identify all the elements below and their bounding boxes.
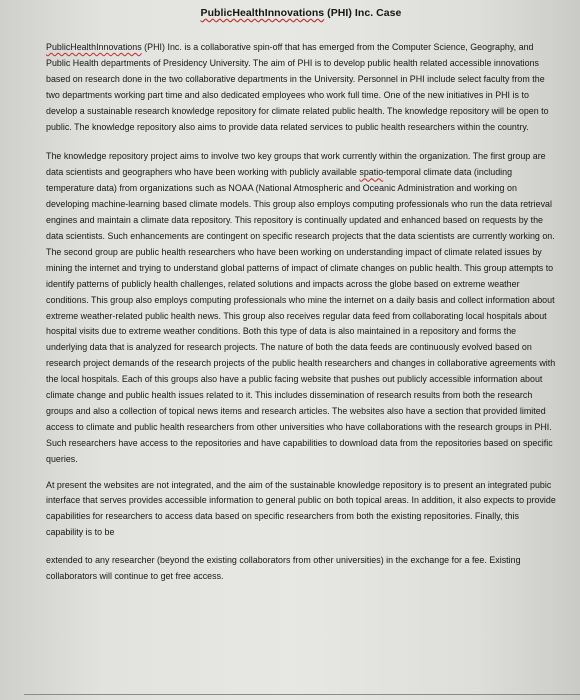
paragraph-fee-access: extended to any researcher (beyond the existing collaborators from other universities) in the exchange for a fee. Existing collaborators will continue to get free access. (46, 555, 521, 582)
paragraph-integration: At present the websites are not integrated, and the aim of the sustainable knowledge repository is to present an integrated pubic interface that serves provides accessible information to general public on both topical areas. In addition, it also expects to provide capabilities for researchers to access data based on specific researchers from both the existing repositories. Finally, this capability is to be (46, 479, 556, 538)
page-bottom-rule (24, 694, 580, 695)
groups-text-rest: -temporal climate data (including temperature data) from organizations such as NOAA (National Atmospheric and Oceanic Administration and working on developing machine-learning based climate models. This group also employs computing professionals who run the data retrieval engines and maintain a climate data repository. This repository is continually updated and enhanced based on requests by the data scientists. Such enhancements are contingent on specific research projects that the data scientists are currently working on. The second group are public health researchers who have been working on understanding impact of climate related issues by mining the internet and trying to understand global patterns of impact of climate changes on public health. This group attempts to identify patterns of publicly health challenges, related solutions and impacts across the globe based on extreme weather conditions. This group also employs computing professionals who mine the internet on a daily basis and collect information about extreme weather-related public health news. This group also receives regular data feed from collaborating local hospitals about hospital visits due to extreme weather conditions. Both this type of data is also maintained in a repository and forms the underlying data that is analyzed for research projects. The nature of both the data feeds are continuously evolved based on research project demands of the research projects of the public health researchers and changes in collaborative agreements with the local hospitals. Each of this groups also have a public facing website that pushes out publicly accessible information about climate change and public health issues related to it. This includes dissemination of research results from both the research groups and also a collection of topical news items and research articles. The websites also have a section that provided limited access to climate and public health researchers from other universities who have collaborations with the research groups in PHI. Such researchers have access to the repositories and have capabilities to download data from the repositories based on specific queries. (46, 167, 556, 464)
title-brand: PublicHealthInnovations (200, 7, 325, 19)
paragraph-intro (46, 40, 556, 135)
groups-misspelled-word: spatio (359, 167, 384, 178)
title-rest: (PHI) Inc. Case (324, 7, 402, 19)
document-title (46, 6, 556, 20)
intro-brand: PublicHealthInnovations (46, 42, 142, 52)
intro-text: (PHI) Inc. is a collaborative spin-off that has emerged from the Computer Science, Geography, and Public Health departments of Presidency University. The aim of PHI is to develop public health related accessible innovations based on research done in the two collaborative departments in the University. Personnel in PHI include select faculty from the two departments working part time and also dedicated employees who work full time. One of the new initiatives in PHI is to develop a sustainable research knowledge repository for climate related public health. The knowledge repository will be open to public. The knowledge repository also aims to provide data related services to public health researchers within the country. (46, 42, 549, 132)
groups-text-start: The knowledge repository project aims to involve two key groups that work currently within the organization. The first group are data scientists and geographers who have been working with publicly available (46, 151, 546, 178)
paragraph-project-groups (46, 149, 556, 467)
